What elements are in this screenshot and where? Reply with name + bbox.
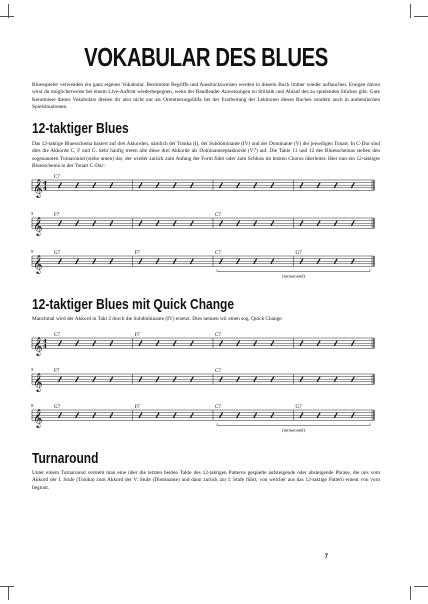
chord-symbol: F7 bbox=[54, 369, 60, 374]
music-staff bbox=[32, 248, 378, 278]
chord-symbol: G7 bbox=[54, 405, 61, 410]
chord-symbol: C7 bbox=[215, 213, 221, 218]
music-staff bbox=[32, 366, 378, 396]
treble-clef-icon: 𝄞 bbox=[33, 178, 43, 198]
turnaround-bracket bbox=[217, 269, 370, 271]
chord-symbol: F7 bbox=[134, 251, 140, 256]
measure-number: 9 bbox=[31, 249, 34, 254]
measure-number: 9 bbox=[31, 403, 34, 408]
section-heading-quick-change: 12-taktiger Blues mit Quick Change bbox=[32, 296, 235, 313]
section-text-turnaround: Unter einem Turnaround versteht man eine über die letzten beiden Takte des 12-taktigen Patterns gespielte aufsteigende oder absteigende Phrase, die uns vom Akkord der I. Stufe (Tonika) zum Akkord der V. Stufe (Dominante) und dann zurück zur I. Stufe führt, von welcher aus das 12-taktige Pattern erneut von vorn beginnt. bbox=[32, 470, 380, 491]
chord-symbol: G7 bbox=[295, 405, 302, 410]
music-staff bbox=[32, 210, 378, 240]
staff-row bbox=[32, 366, 380, 396]
crop-mark bbox=[8, 586, 9, 600]
staff-row bbox=[32, 248, 380, 278]
chord-symbol: F7 bbox=[134, 333, 140, 338]
chord-symbol: C7 bbox=[215, 405, 221, 410]
crop-mark bbox=[0, 586, 14, 587]
staff-row bbox=[32, 402, 380, 432]
chord-symbol: C7 bbox=[215, 251, 221, 256]
chord-symbol: C7 bbox=[54, 333, 60, 338]
crop-mark bbox=[410, 4, 411, 18]
section-heading-turnaround: Turnaround bbox=[32, 450, 99, 467]
chord-symbol: G7 bbox=[54, 251, 61, 256]
time-signature-bottom: 4 bbox=[43, 344, 47, 351]
crop-mark bbox=[0, 16, 14, 17]
chord-symbol: F7 bbox=[54, 213, 60, 218]
section-heading-12-bar: 12-taktiger Blues bbox=[32, 120, 129, 137]
chord-symbol: F7 bbox=[134, 405, 140, 410]
section-text-12-bar: Das 12-taktige Bluesschema basiert auf drei Akkorden, nämlich der Tonika (I), der Subdominante (IV) und der Dominante (V) der jeweiligen Tonart. In C-Dur sind dies die Akkorde C, F und G. Sehr häufig treten alle diese drei Akkorde als Dominantseptakkorde (V7) auf. Die Takte 11 und 12 des Bluesschemas stellen den sogenannten Turnaround (siehe unten) dar, der wieder zurück zum Anfang der Form führt oder zum Schluss im letzten Chorus überleitet. Hier nun ein 12-taktiges Bluesschema in der Tonart C-Dur: bbox=[32, 141, 380, 170]
treble-clef-icon: 𝄞 bbox=[33, 336, 43, 356]
chord-symbol: C7 bbox=[215, 333, 221, 338]
measure-number: 5 bbox=[31, 211, 34, 216]
page-number: 7 bbox=[324, 554, 328, 560]
treble-clef-icon: 𝄞 bbox=[33, 408, 43, 428]
staff-row bbox=[32, 172, 380, 202]
time-signature-top: 4 bbox=[43, 339, 47, 345]
time-signature-top: 4 bbox=[43, 181, 47, 187]
turnaround-label: (turnaround) bbox=[282, 427, 305, 433]
chord-symbol: C7 bbox=[54, 175, 60, 180]
crop-mark bbox=[410, 586, 411, 600]
time-signature-bottom: 4 bbox=[43, 186, 47, 193]
page-title: VOKABULAR DES BLUES bbox=[84, 42, 328, 72]
section-text-quick-change: Manchmal wird der Akkord in Takt 2 durch die Subdominante (IV) ersetzt. Dies nennen wir einen sog. Quick Change. bbox=[32, 316, 283, 322]
measure-number: 5 bbox=[31, 367, 34, 372]
staff-row bbox=[32, 330, 380, 360]
turnaround-bracket bbox=[217, 423, 370, 425]
intro-paragraph: Bluesspieler verwenden ein ganz eigenes Vokabular. Bestimmte Begriffe und Ausdrucksweisen werden in diesem Buch immer wieder auftauchen. Einigen davon wirst du möglicherweise bei einem Live-Auftritt wiederbegegnen, wenn der Bandleader Anweisungen zu Stilistik und Ablauf des zu spielenden Stückes gibt. Gute Kenntnisse dieses Vokabulars dienen dir also nicht nur als Orientierungshilfe bei der Erarbeitung der Lektionen dieses Buches sondern auch in authentischen Spielsituationen. bbox=[32, 82, 380, 111]
treble-clef-icon: 𝄞 bbox=[33, 216, 43, 236]
treble-clef-icon: 𝄞 bbox=[33, 372, 43, 392]
turnaround-label: (turnaround) bbox=[282, 273, 305, 279]
crop-mark bbox=[414, 16, 428, 17]
music-staff bbox=[32, 172, 378, 202]
chord-symbol: C7 bbox=[215, 369, 221, 374]
music-staff bbox=[32, 402, 378, 432]
crop-mark bbox=[414, 586, 428, 587]
chord-symbol: G7 bbox=[295, 251, 302, 256]
treble-clef-icon: 𝄞 bbox=[33, 254, 43, 274]
music-staff bbox=[32, 330, 378, 360]
book-page bbox=[32, 0, 380, 604]
staff-row bbox=[32, 210, 380, 240]
